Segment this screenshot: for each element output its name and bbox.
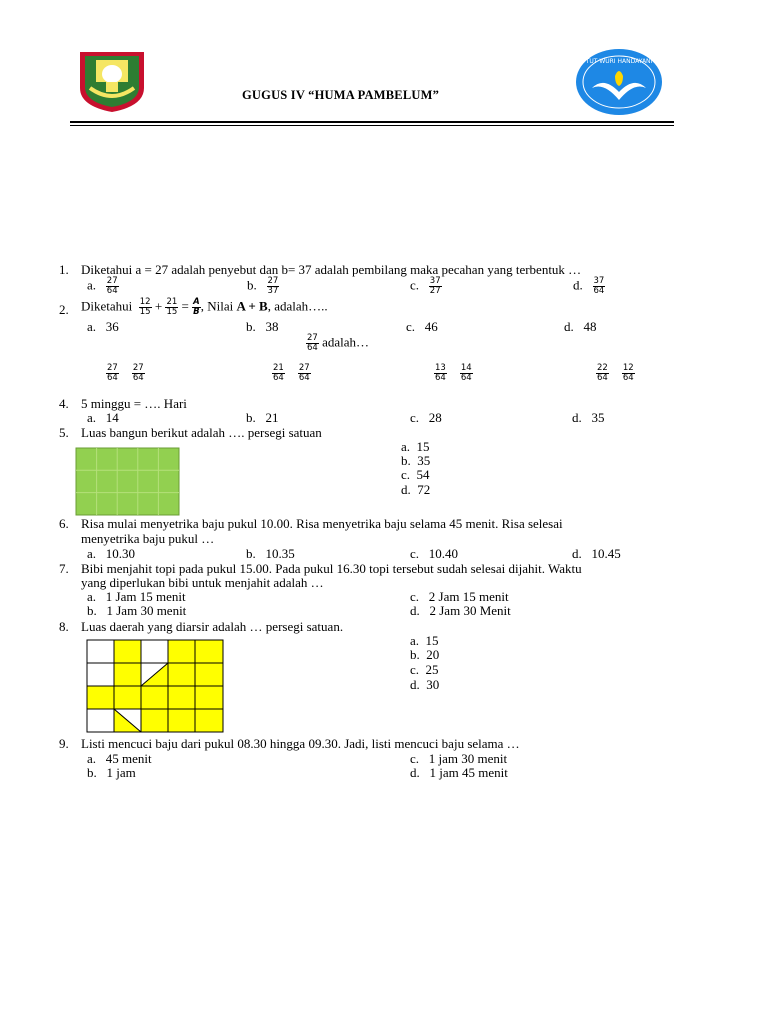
option-4[interactable]: $\frac{22}{64}$ $\frac{12}{64}$ [597, 363, 634, 383]
option-2[interactable]: $\frac{21}{64}$ $\frac{27}{64}$ [273, 363, 310, 383]
question-number: 1. [59, 262, 69, 277]
option-a[interactable]: a. 14 [87, 410, 119, 425]
question-text: Diketahui a = 27 adalah penyebut dan b= 37 adalah pembilang maka pecahan yang terbentuk … [81, 262, 582, 277]
question-text: Listi mencuci baju dari pukul 08.30 hingga 09.30. Jadi, listi mencuci baju selama … [81, 736, 520, 751]
option-b[interactable]: b. 38 [246, 319, 279, 334]
option-c[interactable]: c. 1 jam 30 menit [410, 751, 508, 766]
tut-wuri-handayani-logo [574, 48, 664, 116]
option-c[interactable]: c. 28 [410, 410, 442, 425]
option-1[interactable]: $\frac{27}{64}$ $\frac{27}{64}$ [107, 363, 144, 383]
option-b[interactable]: b. 1 jam [87, 765, 136, 780]
question-number: 5. [59, 425, 69, 440]
option-b[interactable]: b. 21 [246, 410, 279, 425]
question-text-line2: menyetrika baju pukul … [81, 531, 215, 546]
green-grid-figure [75, 447, 181, 517]
question-number: 8. [59, 619, 69, 634]
question-text-line2: yang diperlukan bibi untuk menjahit adalah … [81, 575, 324, 590]
header-rule-thick [70, 121, 674, 123]
option-d[interactable]: d. 2 Jam 30 Menit [410, 603, 511, 618]
fraction: $\frac{27}{37}$ [267, 276, 279, 296]
option-c[interactable]: c. $\frac{37}{27}$ [410, 276, 441, 296]
question-number: 6. [59, 516, 69, 531]
option-d[interactable]: d. 35 [572, 410, 605, 425]
option-a[interactable]: a. 45 menit [87, 751, 152, 766]
option-a[interactable]: a. 10.30 [87, 546, 136, 561]
option-b[interactable]: b. $\frac{27}{37}$ [247, 276, 279, 296]
shaded-grid-figure [86, 639, 228, 733]
option-d[interactable]: d. 1 jam 45 menit [410, 765, 508, 780]
option-d[interactable]: d. 30 [410, 677, 440, 692]
question-number: 4. [59, 396, 69, 411]
fraction: $\frac{37}{64}$ [593, 276, 605, 296]
option-a[interactable]: a. 15 [401, 439, 430, 454]
question-text: Luas bangun berikut adalah …. persegi satuan [81, 425, 322, 440]
question-text-line1: Bibi menjahit topi pada pukul 15.00. Pada pukul 16.30 topi tersebut sudah selesai dijahit. Waktu [81, 561, 582, 576]
option-c[interactable]: c. 54 [401, 467, 430, 482]
option-b[interactable]: b. 35 [401, 453, 431, 468]
question-text: 5 minggu = …. Hari [81, 396, 187, 411]
option-a[interactable]: a. 15 [410, 633, 439, 648]
question-text: $\frac{27}{64}$ adalah… [307, 333, 369, 353]
option-c[interactable]: c. 2 Jam 15 menit [410, 589, 509, 604]
option-b[interactable]: b. 20 [410, 647, 440, 662]
option-a[interactable]: a. 36 [87, 319, 119, 334]
fraction: $\frac{37}{27}$ [429, 276, 441, 296]
option-d[interactable]: d. 10.45 [572, 546, 621, 561]
question-text-line1: Risa mulai menyetrika baju pukul 10.00. Risa menyetrika baju selama 45 menit. Risa selesai [81, 516, 563, 531]
option-3[interactable]: $\frac{13}{64}$ $\frac{14}{64}$ [435, 363, 472, 383]
fraction: $\frac{27}{64}$ [106, 276, 118, 296]
regional-emblem-logo [76, 48, 148, 114]
svg-text:TUT WURI HANDAYANI: TUT WURI HANDAYANI [585, 58, 653, 65]
option-b[interactable]: b. 10.35 [246, 546, 295, 561]
option-d[interactable]: d. $\frac{37}{64}$ [573, 276, 605, 296]
option-c[interactable]: c. 46 [406, 319, 438, 334]
option-d[interactable]: d. 48 [564, 319, 597, 334]
document-title: GUGUS IV “HUMA PAMBELUM” [242, 88, 440, 102]
option-d[interactable]: d. 72 [401, 482, 431, 497]
question-number: 9. [59, 736, 69, 751]
option-c[interactable]: c. 25 [410, 662, 439, 677]
question-text: Diketahui $\frac{12}{15}$ + $\frac{21}{15}$ = $\frac{A}{B}$ , Nilai A + B, adalah….. [81, 297, 328, 317]
option-a[interactable]: a. $\frac{27}{64}$ [87, 276, 118, 296]
header-rule-thin [70, 125, 674, 126]
option-a[interactable]: a. 1 Jam 15 menit [87, 589, 186, 604]
question-number: 2. [59, 302, 69, 317]
option-b[interactable]: b. 1 Jam 30 menit [87, 603, 187, 618]
option-c[interactable]: c. 10.40 [410, 546, 459, 561]
question-text: Luas daerah yang diarsir adalah … persegi satuan. [81, 619, 344, 634]
question-number: 7. [59, 561, 69, 576]
